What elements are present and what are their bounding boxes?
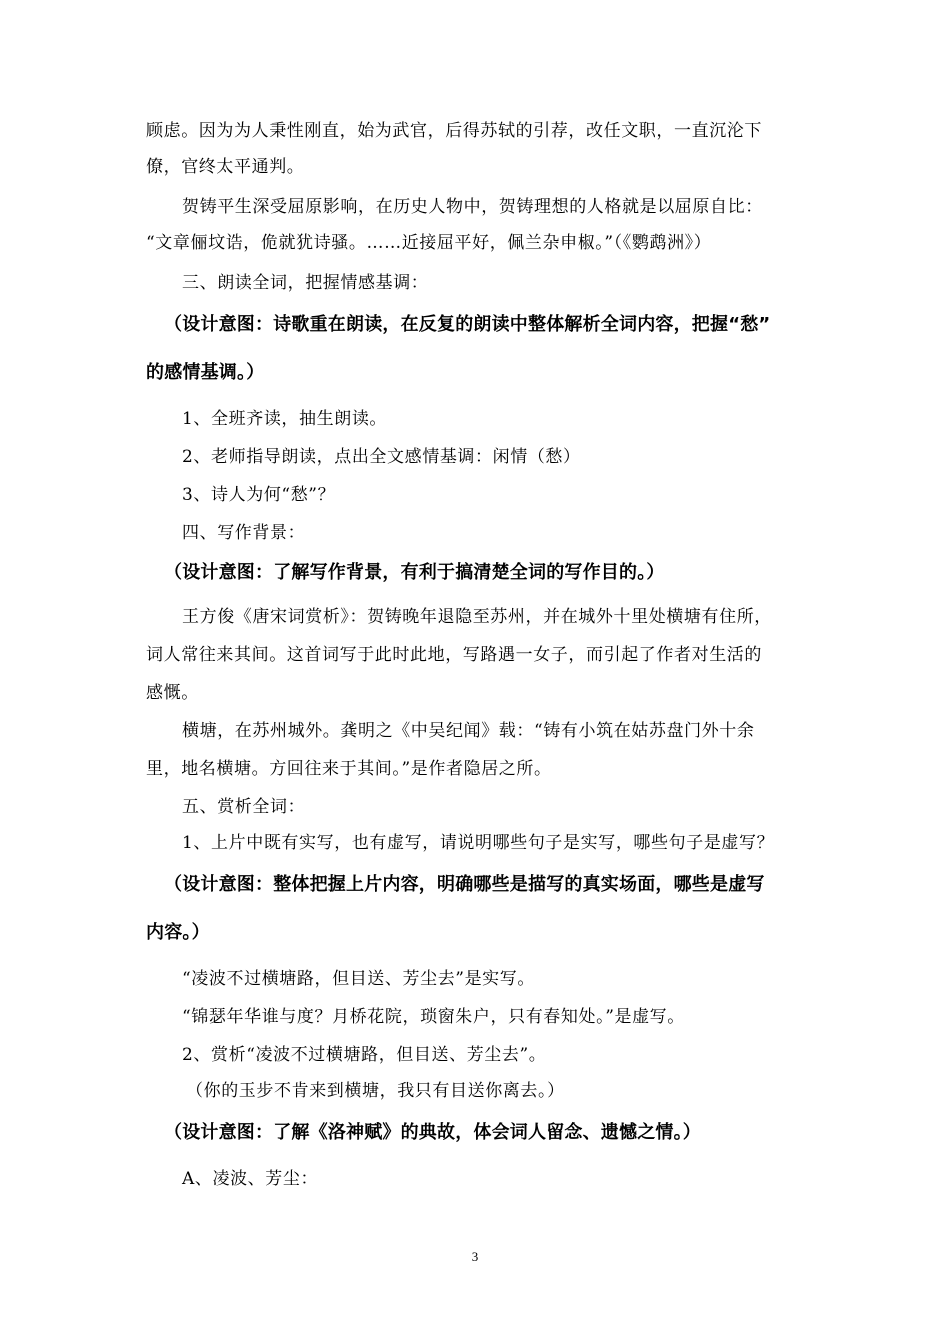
paragraph-line: 王方俊《唐宋词赏析》：贺铸晚年退隐至苏州，并在城外十里处横塘有住所， xyxy=(182,607,772,627)
section-heading: 三、朗读全词，把握情感基调： xyxy=(182,273,429,293)
design-intent-line: （设计意图：了解《洛神赋》的典故，体会词人留念、遗憾之情。） xyxy=(164,1122,701,1143)
design-intent-line: 的感情基调。） xyxy=(146,362,265,383)
paragraph-line: 横塘，在苏州城外。龚明之《中吴纪闻》载：“铸有小筑在姑苏盘门外十余 xyxy=(182,721,755,741)
section-heading: 五、赏析全词： xyxy=(182,797,306,817)
list-item: 2、赏析“凌波不过横塘路，但目送、芳尘去”。 xyxy=(182,1045,547,1065)
list-item: 1、全班齐读，抽生朗读。 xyxy=(182,409,388,429)
page-number: 3 xyxy=(471,1249,479,1264)
paragraph-line: （你的玉步不肯来到横塘，我只有目送你离去。） xyxy=(186,1081,565,1101)
list-item: 2、老师指导朗读，点出全文感情基调：闲情（愁） xyxy=(182,447,581,467)
paragraph-line: “文章俪坟诰，佹就犹诗骚。……近接屈平好，佩兰杂申椒。”（《鹦鹉洲》） xyxy=(146,233,712,253)
design-intent-line: （设计意图：诗歌重在朗读，在反复的朗读中整体解析全词内容，把握“愁” xyxy=(164,314,771,335)
design-intent-line: 内容。） xyxy=(146,922,210,943)
list-item: 1、上片中既有实写，也有虚写，请说明哪些句子是实写，哪些句子是虚写？ xyxy=(182,833,775,853)
paragraph-line: 贺铸平生深受屈原影响，在历史人物中，贺铸理想的人格就是以屈原自比： xyxy=(182,197,763,217)
design-intent-line: （设计意图：了解写作背景，有利于搞清楚全词的写作目的。） xyxy=(164,562,665,583)
paragraph-line: 僚，官终太平通判。 xyxy=(146,157,305,177)
paragraph-line: 感慨。 xyxy=(146,683,199,703)
paragraph-line: “凌波不过横塘路，但目送、芳尘去”是实写。 xyxy=(182,969,535,989)
paragraph-line: 里，地名横塘。方回往来于其间。”是作者隐居之所。 xyxy=(146,759,552,779)
list-item: 3、诗人为何“愁”？ xyxy=(182,485,336,505)
list-item: A、凌波、芳尘： xyxy=(182,1169,319,1189)
paragraph-line: “锦瑟年华谁与度？月桥花院，琐窗朱户，只有春知处。”是虚写。 xyxy=(182,1007,685,1027)
section-heading: 四、写作背景： xyxy=(182,523,306,543)
design-intent-line: （设计意图：整体把握上片内容，明确哪些是描写的真实场面，哪些是虚写 xyxy=(164,874,765,895)
paragraph-line: 顾虑。因为为人秉性刚直，始为武官，后得苏轼的引荐，改任文职，一直沉沦下 xyxy=(146,121,762,141)
paragraph-line: 词人常往来其间。这首词写于此时此地，写路遇一女子，而引起了作者对生活的 xyxy=(146,645,762,665)
